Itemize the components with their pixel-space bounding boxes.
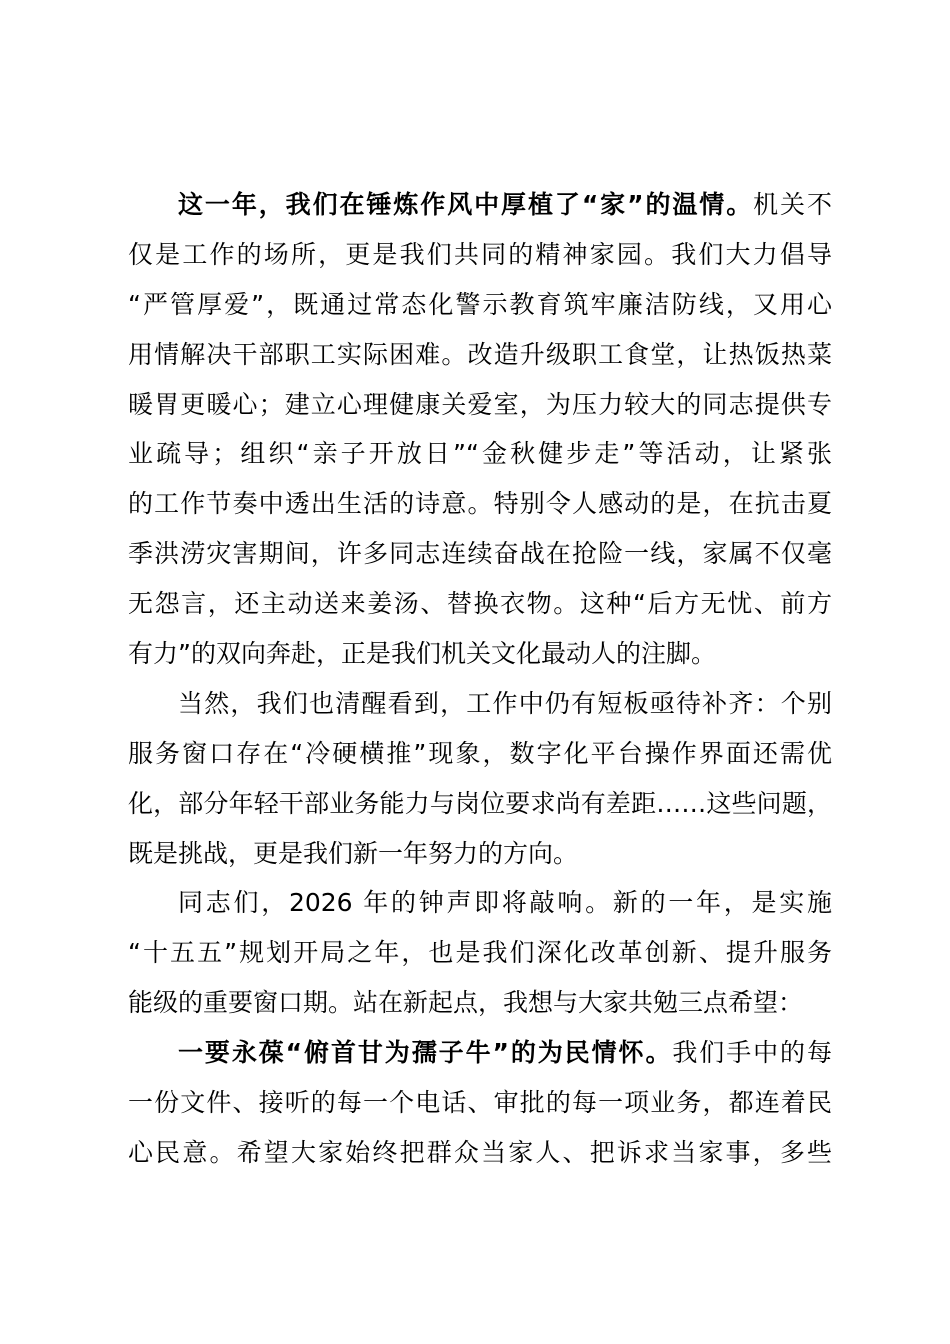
body-text: 我们手中的每 xyxy=(672,1038,832,1068)
body-text: 既是挑战，更是我们新一年努力的方向。 xyxy=(128,838,579,868)
bold-heading-text: 一要永葆“俯首甘为孺子牛”的为民情怀。 xyxy=(178,1038,673,1068)
text-line xyxy=(128,1028,832,1078)
text-line xyxy=(128,429,832,479)
body-text: 机关不 xyxy=(753,190,832,219)
text-line xyxy=(128,230,832,280)
body-text: 服务窗口存在“冷硬横推”现象，数字化平台操作界面还需优 xyxy=(128,738,832,768)
text-line xyxy=(128,928,832,978)
text-line xyxy=(128,978,832,1028)
body-text: 有力”的双向奔赴，正是我们机关文化最动人的注脚。 xyxy=(128,639,716,669)
text-line xyxy=(128,479,832,529)
bold-heading-text: 这一年，我们在锤炼作风中厚植了“家”的温情。 xyxy=(178,190,754,219)
body-text: “严管厚爱”，既通过常态化警示教育筑牢廉洁防线，又用心 xyxy=(128,289,832,319)
text-line xyxy=(128,180,832,230)
text-line xyxy=(128,380,832,430)
document-body xyxy=(128,180,832,1178)
text-line xyxy=(128,629,832,679)
body-text: 的工作节奏中透出生活的诗意。特别令人感动的是，在抗击夏 xyxy=(128,489,832,519)
body-text: 能级的重要窗口期。站在新起点，我想与大家共勉三点希望： xyxy=(128,988,804,1018)
text-line xyxy=(128,729,832,779)
body-text: 仅是工作的场所，更是我们共同的精神家园。我们大力倡导 xyxy=(128,239,832,269)
text-line xyxy=(128,330,832,380)
text-line xyxy=(128,579,832,629)
body-text: 化，部分年轻干部业务能力与岗位要求尚有差距……这些问题， xyxy=(128,788,832,818)
body-text: 当然，我们也清醒看到，工作中仍有短板亟待补齐：个别 xyxy=(178,688,832,718)
text-line xyxy=(128,1078,832,1128)
text-line xyxy=(128,779,832,829)
body-text: 同志们，2026 年的钟声即将敲响。新的一年，是实施 xyxy=(178,888,832,918)
text-line xyxy=(128,1128,832,1178)
body-text: 用情解决干部职工实际困难。改造升级职工食堂，让热饭热菜 xyxy=(128,339,832,369)
body-text: 无怨言，还主动送来姜汤、替换衣物。这种“后方无忧、前方 xyxy=(128,589,832,619)
body-text: “十五五”规划开局之年，也是我们深化改革创新、提升服务 xyxy=(128,938,832,968)
body-text: 暖胃更暖心；建立心理健康关爱室，为压力较大的同志提供专 xyxy=(128,389,832,419)
body-text: 季洪涝灾害期间，许多同志连续奋战在抢险一线，家属不仅毫 xyxy=(128,539,832,569)
text-line xyxy=(128,280,832,330)
text-line xyxy=(128,529,832,579)
text-line xyxy=(128,829,832,879)
body-text: 一份文件、接听的每一个电话、审批的每一项业务，都连着民 xyxy=(128,1088,832,1118)
body-text: 心民意。希望大家始终把群众当家人、把诉求当家事，多些 xyxy=(128,1137,832,1167)
text-line xyxy=(128,878,832,928)
body-text: 业疏导；组织“亲子开放日”“金秋健步走”等活动，让紧张 xyxy=(128,439,832,469)
text-line xyxy=(128,679,832,729)
